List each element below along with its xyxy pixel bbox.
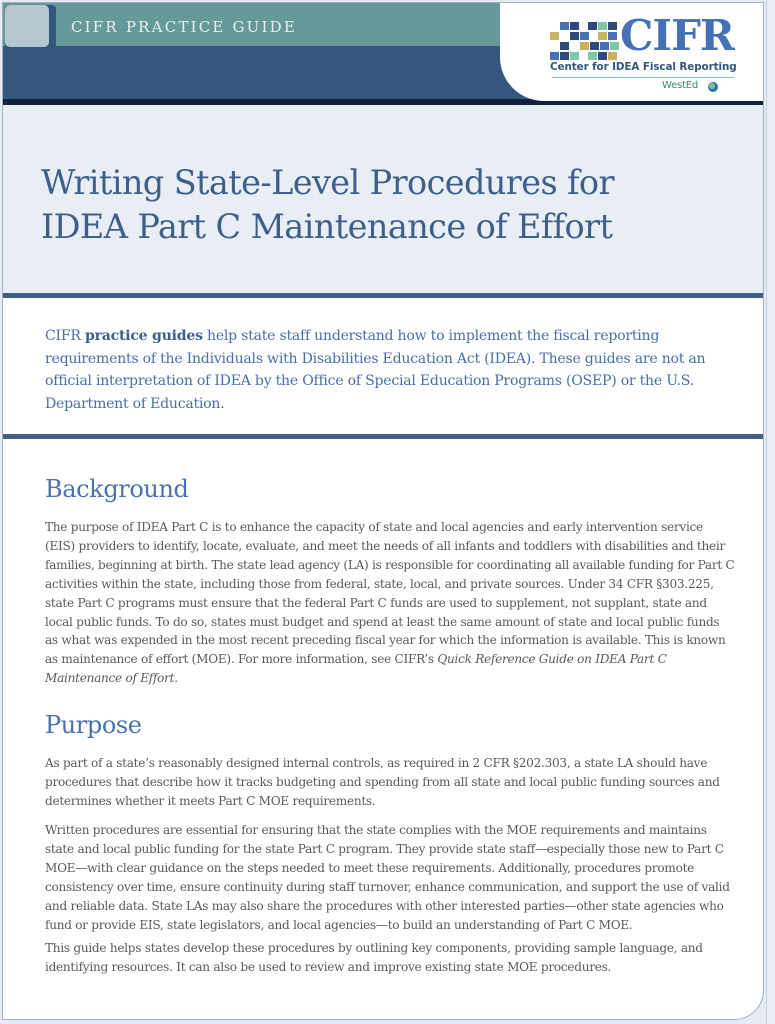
page-corner xyxy=(734,990,764,1020)
heading-purpose: Purpose xyxy=(45,711,142,739)
intro-prefix: CIFR xyxy=(45,328,85,344)
header-tab xyxy=(5,5,49,47)
page-number: 1 xyxy=(751,1007,757,1017)
logo-subtitle: Center for IDEA Fiscal Reporting xyxy=(550,61,737,73)
logo-divider xyxy=(552,77,734,78)
purpose-paragraph-3: This guide helps states develop these procedures by outlining key components, providing sample language, and identifying resources. It can also be used to review and improve existing state MOE procedures. xyxy=(45,941,703,974)
intro-bold: practice guides xyxy=(84,328,203,344)
logo-grid-icon xyxy=(550,22,616,60)
reference-guide-title: Quick Reference Guide on IDEA Part C Maintenance of Effort xyxy=(45,652,667,686)
purpose-paragraph-2: Written procedures are essential for ensuring that the state complies with the MOE requirements and maintains state and local public funding for the state Part C program. They provide state staff—especially those new to Part C MOE—with clear guidance on the steps needed to meet these requirements. Additionally, procedures promote consistency over time, ensure continuity during staff turnover, enhance communication, and support the use of valid and reliable data. State LAs may also share the procedures with other interested parties—other state agencies who fund or provide EIS, state legislators, and local agencies—to build an understanding of Part C MOE. xyxy=(45,823,730,932)
globe-icon xyxy=(708,82,718,92)
title-line-2: IDEA Part C Maintenance of Effort xyxy=(41,207,613,246)
title-line-1: Writing State-Level Procedures for xyxy=(41,163,614,202)
page-title xyxy=(41,161,614,249)
document-page xyxy=(2,2,764,1020)
intro-disclaimer xyxy=(45,325,745,415)
cifr-logo xyxy=(500,3,764,101)
heading-background: Background xyxy=(45,475,189,503)
background-suffix: . xyxy=(174,671,178,686)
intro-divider xyxy=(3,434,764,439)
purpose-paragraph-1: As part of a state’s reasonably designed internal controls, as required in 2 CFR §202.303, a state LA should have procedures that describe how it tracks budgeting and spending from all state and local public funding sources and determines whether it meets Part C MOE requirements. xyxy=(45,756,720,808)
page-header xyxy=(3,3,764,103)
intro-text: help state staff understand how to implement the fiscal reporting requirements of the Individuals with Disabilities Education Act (IDEA). These guides are not an official interpretation of IDEA by the Office of Special Education Programs (OSEP) or the U.S. Department of Education. xyxy=(45,328,706,412)
title-divider xyxy=(3,293,764,298)
page-gutter xyxy=(766,0,775,1024)
title-band xyxy=(3,105,764,295)
logo-wordmark: CIFR xyxy=(620,11,734,60)
series-label: CIFR PRACTICE GUIDE xyxy=(71,18,298,36)
background-text: The purpose of IDEA Part C is to enhance the capacity of state and local agencies and early intervention service (EIS) providers to identify, locate, evaluate, and meet the needs of all infants and toddlers with disabilities and their families, beginning at birth. The state lead agency (LA) is responsible for coordinating all available funding for Part C activities within the state, including those from federal, state, local, and private sources. Under 34 CFR §303.225, state Part C programs must ensure that the federal Part C funds are used to supplement, not supplant, state and local public funds. To do so, states must budget and spend at least the same amount of state and local public funds as what was expended in the most recent preceding fiscal year for which the information is available. This is known as maintenance of effort (MOE). For more information, see CIFR’s xyxy=(45,520,735,667)
wested-logo: WestEd xyxy=(662,80,699,91)
background-paragraph xyxy=(45,518,735,688)
